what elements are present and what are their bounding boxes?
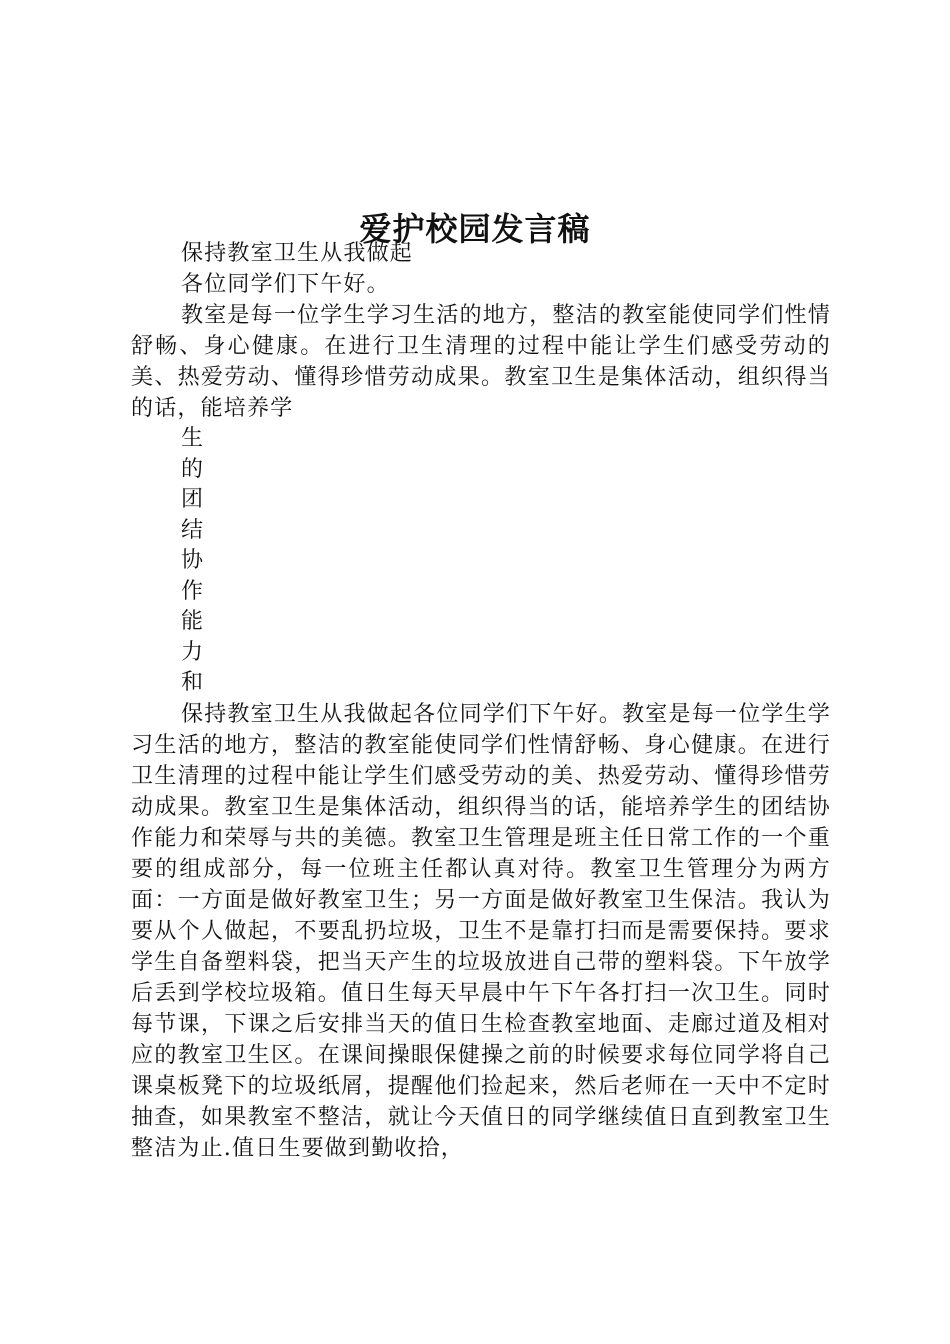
paragraph-greeting: 各位同学们下午好。: [181, 272, 390, 297]
vertical-char: 生: [181, 426, 204, 451]
vertical-char: 团: [181, 487, 204, 512]
document-title: 爱护校园发言稿: [359, 210, 591, 249]
paragraph-subtitle: 保持教室卫生从我做起: [181, 241, 414, 266]
vertical-char: 和: [181, 670, 204, 695]
vertical-char: 力: [181, 639, 204, 665]
paragraph-intro: 教室是每一位学生学习生活的地方，整洁的教室能使同学们性情舒畅、身心健康。在进行卫生清理的过程中能让学生们感受劳动的美、热爱劳动、懂得珍惜劳动成果。教室卫生是集体活动，组织得当的话，能培养学: [131, 303, 831, 421]
vertical-char: 协: [181, 548, 204, 573]
vertical-char: 能: [181, 609, 204, 634]
vertical-char: 结: [181, 517, 204, 543]
paragraph-main: 保持教室卫生从我做起各位同学们下午好。教室是每一位学生学习生活的地方，整洁的教室能使同学们性情舒畅、身心健康。在进行卫生清理的过程中能让学生们感受劳动的美、热爱劳动、懂得珍惜劳动成果。教室卫生是集体活动，组织得当的话，能培养学生的团结协作能力和荣辱与共的美德。教室卫生管理是班主任日常工作的一个重要的组成部分，每一位班主任都认真对待。教室卫生管理分为两方面：一方面是做好教室卫生；另一方面是做好教室卫生保洁。我认为要从个人做起，不要乱扔垃圾，卫生不是靠打扫而是需要保持。要求学生自备塑料袋，把当天产生的垃圾放进自己带的塑料袋。下午放学后丢到学校垃圾箱。值日生每天早晨中午下午各打扫一次卫生。同时每节课，下课之后安排当天的值日生检查教室地面、走廊过道及相对应的教室卫生区。在课间操眼保健操之前的时候要求每位同学将自己课桌板凳下的垃圾纸屑，提醒他们捡起来，然后老师在一天中不定时抽查，如果教室不整洁，就让今天值日的同学继续值日直到教室卫生整洁为止.值日生要做到勤收拾，: [131, 701, 831, 1161]
vertical-char: 作: [181, 578, 204, 604]
vertical-text-column: [181, 424, 831, 699]
vertical-char: 的: [181, 456, 204, 482]
document-body: [131, 238, 831, 1164]
